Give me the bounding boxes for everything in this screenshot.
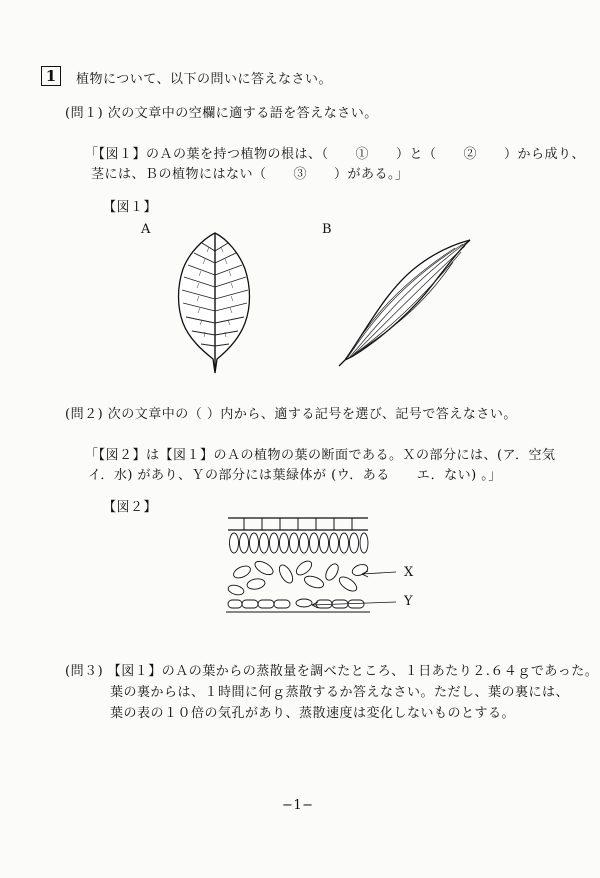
page-number: −1− — [282, 798, 314, 813]
figure-2-label: 【図２】 — [103, 500, 158, 515]
question-intro: 植物について、以下の問いに答えなさい。 — [76, 72, 332, 87]
label-x: X — [404, 565, 414, 580]
q2-label: (問２) 次の文章中の（ ）内から、適する記号を選び、記号で答えなさい。 — [65, 407, 517, 422]
q2-line-2: イ．水) があり、Ｙの部分には葉緑体が (ウ．ある エ．ない) 。」 — [88, 468, 502, 483]
leaf-a-label: A — [141, 222, 151, 237]
question-number-box: 1 — [41, 66, 61, 86]
q3-line-2: 葉の裏からは、１時間に何ｇ蒸散するか答えなさい。ただし、葉の裏には、 — [110, 685, 570, 700]
leaf-a-drawing — [165, 225, 265, 375]
q3-line-3: 葉の表の１０倍の気孔があり、蒸散速度は変化しないものとする。 — [110, 706, 516, 721]
label-y: Y — [404, 594, 414, 609]
q1-label: (問１) 次の文章中の空欄に適する語を答えなさい。 — [65, 106, 378, 121]
leaf-b-drawing — [335, 232, 475, 367]
q2-line-1: 「【図２】は【図１】のＡの植物の葉の断面である。Ｘの部分には、(ア．空気 — [85, 448, 556, 463]
figure-1-label: 【図１】 — [103, 200, 158, 215]
q1-line-1: 「【図１】のＡの葉を持つ植物の根は、（ ① ）と（ ② ）から成り、 — [85, 147, 586, 162]
q1-line-2: 茎には、Ｂの植物にはない（ ③ ）がある。」 — [91, 167, 409, 182]
q3-line-1: (問３) 【図１】のＡの葉からの蒸散量を調べたところ、１日あたり２.６４ｇであった。 — [65, 664, 599, 679]
leaf-b-label: B — [322, 222, 333, 237]
